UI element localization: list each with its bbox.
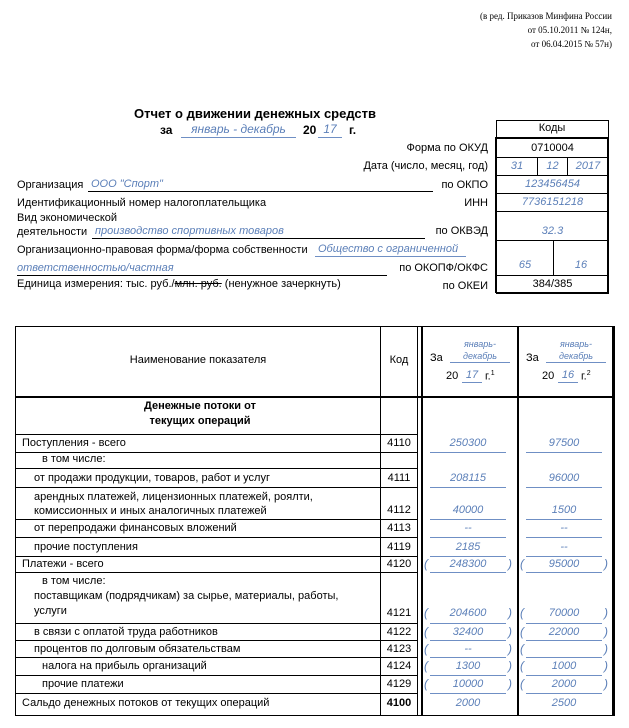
row-name: арендных платежей, лицензионных платежей, роялти, комиссионных и иных аналогичных платежей <box>34 491 313 517</box>
row-value-current: -- <box>464 522 472 534</box>
row-value-current: 1300 <box>455 660 481 672</box>
row-value-previous: -- <box>560 541 568 553</box>
open-paren-icon: ( <box>520 677 524 691</box>
row-value-previous: 95000 <box>548 558 580 570</box>
row-value-previous: -- <box>560 522 568 534</box>
edition-line-2: от 05.10.2011 № 124н, <box>527 25 612 35</box>
close-paren-icon: ) <box>508 557 512 571</box>
okud-label: Форма по ОКУД <box>406 142 488 154</box>
row-name: налога на прибыль организаций <box>42 660 207 672</box>
row-value-current: 204600 <box>449 607 487 619</box>
row-value-current: -- <box>464 643 472 655</box>
form-value-1: Общество с ограниченной <box>315 243 466 257</box>
row-name: в связи с оплатой труда работников <box>34 626 218 638</box>
date-label: Дата (число, месяц, год) <box>363 160 488 172</box>
row-value-current: 2185 <box>455 541 481 553</box>
row-code: 4120 <box>386 558 412 570</box>
col1-za: За <box>430 352 443 364</box>
org-label: Организация <box>17 179 84 191</box>
open-paren-icon: ( <box>520 659 524 673</box>
row-name: прочие платежи <box>42 678 124 690</box>
open-paren-icon: ( <box>424 659 428 673</box>
row-value-previous: 22000 <box>548 626 580 638</box>
row-value-current: 40000 <box>452 504 484 516</box>
okfs-code: 16 <box>574 259 588 271</box>
row-code: 4122 <box>386 626 412 638</box>
unit-suffix: (ненужное зачеркнуть) <box>221 278 341 290</box>
title-year-prefix: 20 <box>303 123 317 137</box>
close-paren-icon: ) <box>604 557 608 571</box>
row-code: 4113 <box>387 522 411 534</box>
col2-year: 16 <box>558 369 578 383</box>
row-value-previous: 1000 <box>551 660 577 672</box>
row-name: в том числе: <box>42 453 106 465</box>
col1-period-bottom: декабрь <box>450 350 510 363</box>
col-name-header: Наименование показателя <box>129 354 267 366</box>
row-name: от продажи продукции, товаров, работ и услуг <box>34 472 270 484</box>
activity-value: производство спортивных товаров <box>92 225 425 239</box>
close-paren-icon: ) <box>508 677 512 691</box>
title-year: 17 <box>318 122 342 138</box>
row-name: процентов по долговым обязательствам <box>34 643 241 655</box>
date-month: 12 <box>546 160 559 172</box>
close-paren-icon: ) <box>604 659 608 673</box>
close-paren-icon: ) <box>508 625 512 639</box>
col2-period-top: январь- <box>559 339 592 349</box>
row-name: от перепродажи финансовых вложений <box>34 522 237 534</box>
col-code-header: Код <box>389 354 409 366</box>
okud-code: 0710004 <box>531 142 574 154</box>
close-paren-icon: ) <box>604 642 608 656</box>
close-paren-icon: ) <box>604 625 608 639</box>
okved-code: 32.3 <box>541 225 564 237</box>
title-period: январь - декабрь <box>181 122 296 138</box>
unit-prefix: Единица измерения: тыс. руб./ <box>17 278 175 290</box>
unit-label <box>17 278 341 290</box>
col1-period <box>450 338 510 363</box>
okei-code: 384/385 <box>532 278 573 290</box>
open-paren-icon: ( <box>520 625 524 639</box>
row-name: прочие поступления <box>34 541 138 553</box>
open-paren-icon: ( <box>520 557 524 571</box>
section-heading-line-2: текущих операций <box>149 415 251 427</box>
section-heading-line-1: Денежные потоки от <box>144 400 256 412</box>
col1-year: 17 <box>462 369 482 383</box>
row-name: Платежи - всего <box>22 558 104 570</box>
form-value-2: ответственностью/частная <box>17 262 387 276</box>
open-paren-icon: ( <box>424 642 428 656</box>
row-code: 4111 <box>387 472 411 484</box>
page-title: Отчет о движении денежных средств <box>133 106 377 121</box>
row-value-previous: 2000 <box>551 678 577 690</box>
okved-label: по ОКВЭД <box>435 225 488 237</box>
section-heading <box>110 399 290 429</box>
col1-year-suffix: г.$^1$ <box>485 370 495 383</box>
col2-year-suffix: г.$^2$ <box>581 370 591 383</box>
date-year: 2017 <box>575 160 601 172</box>
inn-code: 7736151218 <box>521 196 584 208</box>
close-paren-icon: ) <box>508 606 512 620</box>
org-value: ООО "Спорт" <box>88 178 433 192</box>
open-paren-icon: ( <box>424 677 428 691</box>
title-za: за <box>160 123 173 137</box>
close-paren-icon: ) <box>604 677 608 691</box>
row-code: 4129 <box>386 678 412 690</box>
unit-strike: млн. руб. <box>174 278 222 290</box>
inn-label: Идентификационный номер налогоплательщика <box>17 197 267 209</box>
close-paren-icon: ) <box>508 642 512 656</box>
col1-year-prefix: 20 <box>446 370 459 382</box>
title-year-suffix: г. <box>349 123 357 137</box>
col2-period-bottom: декабрь <box>546 350 606 363</box>
codes-title: Коды <box>538 122 566 134</box>
col2-period <box>546 338 606 363</box>
row-value-previous: 96000 <box>548 472 580 484</box>
row-value-current: 32400 <box>452 626 484 638</box>
row-name: в том числе: поставщикам (подрядчикам) за сырье, материалы, работы, услуги <box>34 575 339 617</box>
okopf-label: по ОКОПФ/ОКФС <box>399 262 488 274</box>
row-value-previous: 2500 <box>551 697 577 709</box>
okei-label: по ОКЕИ <box>442 280 488 292</box>
open-paren-icon: ( <box>520 606 524 620</box>
open-paren-icon: ( <box>424 606 428 620</box>
edition-note <box>380 9 612 51</box>
open-paren-icon: ( <box>424 557 428 571</box>
row-code: 4119 <box>387 541 411 553</box>
row-code: 4110 <box>387 437 411 449</box>
row-code: 4100 <box>386 697 412 709</box>
col1-period-top: январь- <box>463 339 496 349</box>
okpo-code: 123456454 <box>524 178 581 190</box>
row-value-current: 208115 <box>450 472 486 484</box>
inn-short-label: ИНН <box>464 197 488 209</box>
col2-za: За <box>526 352 539 364</box>
close-paren-icon: ) <box>508 659 512 673</box>
row-name: Сальдо денежных потоков от текущих операций <box>22 697 270 709</box>
row-value-current: 10000 <box>452 678 484 690</box>
okpo-label: по ОКПО <box>441 179 488 191</box>
row-value-previous: 1500 <box>551 504 577 516</box>
activity-label-1: Вид экономической <box>17 212 118 224</box>
open-paren-icon: ( <box>424 625 428 639</box>
close-paren-icon: ) <box>604 606 608 620</box>
date-day: 31 <box>510 160 524 172</box>
row-code: 4123 <box>386 643 412 655</box>
edition-line-3: от 06.04.2015 № 57н) <box>531 39 612 49</box>
open-paren-icon: ( <box>520 642 524 656</box>
row-value-current: 250300 <box>449 437 487 449</box>
row-value-current: 2000 <box>455 697 481 709</box>
row-code: 4124 <box>386 660 412 672</box>
row-code: 4121 <box>386 607 412 619</box>
row-value-previous: 70000 <box>548 607 580 619</box>
row-value-previous: 97500 <box>548 437 580 449</box>
okopf-code: 65 <box>518 259 532 271</box>
row-value-current: 248300 <box>449 558 487 570</box>
edition-line-1: (в ред. Приказов Минфина России <box>480 11 612 21</box>
activity-label-2: деятельности <box>17 226 88 238</box>
row-name: Поступления - всего <box>22 437 126 449</box>
row-code: 4112 <box>387 504 411 516</box>
form-label: Организационно-правовая форма/форма собственности <box>17 244 308 256</box>
col2-year-prefix: 20 <box>542 370 555 382</box>
